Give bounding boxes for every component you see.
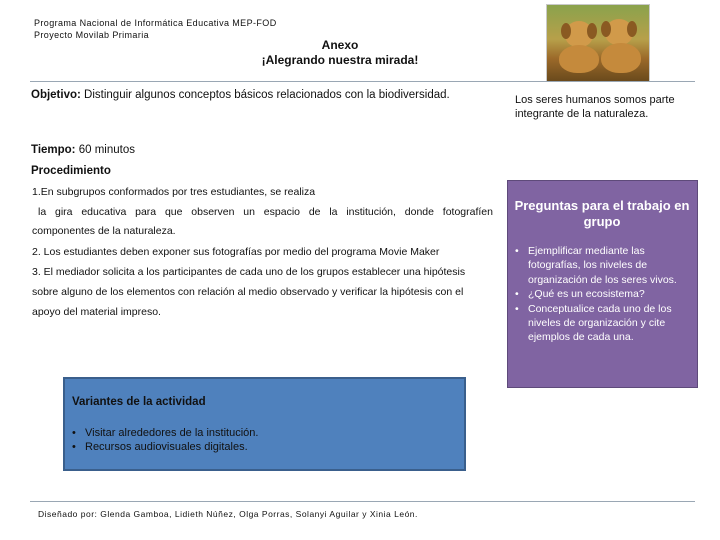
procedure-line-5: 3. El mediador solicita a los participantes de cada uno de los grupos establecer una hipótesis bbox=[32, 266, 466, 278]
questions-title: Preguntas para el trabajo en grupo bbox=[514, 198, 690, 229]
procedure-line-2: la gira educativa para que observen un espacio de la institución, donde fotografíen bbox=[38, 206, 493, 218]
time bbox=[31, 144, 135, 156]
variants-box bbox=[63, 377, 466, 471]
list-item: • Ejemplificar mediante las fotografías, los niveles de organización de los seres vivos. bbox=[515, 244, 691, 287]
objective-label: Objetivo: bbox=[31, 89, 81, 101]
credit: Diseñado por: Glenda Gamboa, Lidieth Núñez, Olga Porras, Solanyi Aguilar y Xinia León. bbox=[38, 509, 418, 519]
program-name: Programa Nacional de Informática Educativa MEP-FOD bbox=[34, 18, 277, 28]
footer-divider bbox=[30, 501, 695, 502]
time-label: Tiempo: bbox=[31, 144, 76, 156]
time-text: 60 minutos bbox=[75, 144, 135, 156]
objective bbox=[31, 89, 450, 101]
page-title: ¡Alegrando nuestra mirada! bbox=[261, 53, 419, 67]
procedure-line-3: componentes de la naturaleza. bbox=[32, 225, 176, 237]
project-name: Proyecto Movilab Primaria bbox=[34, 30, 150, 40]
objective-text: Distinguir algunos conceptos básicos relacionados con la biodiversidad. bbox=[80, 89, 450, 101]
procedure-heading: Procedimiento bbox=[31, 165, 111, 177]
questions-list bbox=[515, 244, 691, 345]
list-item: • ¿Qué es un ecosistema? bbox=[515, 287, 691, 301]
list-item: • Conceptualice cada uno de los niveles de organización y cite ejemplos de cada una. bbox=[515, 302, 691, 345]
variants-list bbox=[72, 426, 258, 454]
procedure-line-6: sobre alguno de los elementos con relación al medio observado y verificar la hipótesis con el bbox=[32, 286, 464, 298]
puppies-photo bbox=[546, 4, 650, 82]
list-item: • Visitar alrededores de la institución. bbox=[72, 426, 258, 440]
procedure-line-7: apoyo del material impreso. bbox=[32, 306, 161, 318]
procedure-line-4: 2. Los estudiantes deben exponer sus fotografías por medio del programa Movie Maker bbox=[32, 246, 440, 258]
list-item: • Recursos audiovisuales digitales. bbox=[72, 440, 258, 454]
variants-title: Variantes de la actividad bbox=[72, 396, 206, 408]
header-divider bbox=[30, 81, 695, 82]
annex-label: Anexo bbox=[321, 38, 359, 52]
procedure-line-1: 1.En subgrupos conformados por tres estudiantes, se realiza bbox=[32, 186, 316, 198]
side-note: Los seres humanos somos parte integrante de la naturaleza. bbox=[515, 94, 675, 120]
